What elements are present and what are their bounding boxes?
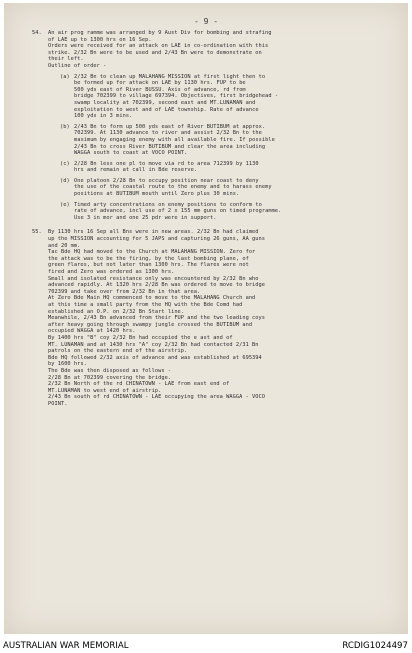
text-line: Outline of order - bbox=[48, 62, 107, 69]
text-line: Small and isolated resistance only was encountered by 2/32 Bn who bbox=[48, 275, 259, 282]
page-number: - 9 - bbox=[193, 17, 219, 26]
document-body bbox=[32, 30, 402, 407]
text-line: 2/43 Bn to form up 500 yds east of River BUTIBUM at approx. bbox=[74, 123, 266, 130]
text-line: 500 yds east of River BUSSU. Axis of advance, rd from bbox=[74, 86, 246, 93]
text-line: 100 yds in 3 mins. bbox=[74, 113, 133, 120]
text-line: their left. bbox=[48, 56, 84, 63]
order-items bbox=[48, 74, 402, 222]
text-line: By 1130 hrs 16 Sep all Bns were in new areas. 2/32 Bn had claimed bbox=[48, 229, 259, 236]
text-line: 702399. At 1130 advance to river and assist 2/32 Bn to the bbox=[74, 130, 262, 137]
paragraph-54 bbox=[32, 30, 402, 221]
text-line: up the MISSION accounting for 5 JAPS and capturing 26 guns, AA guns bbox=[48, 236, 266, 243]
paragraph-intro bbox=[48, 30, 402, 70]
text-line: by 1600 hrs. bbox=[48, 361, 87, 368]
order-item-label: (c) bbox=[60, 160, 70, 167]
text-line: the attack was to be the firing, by the last bombing plane, of bbox=[48, 255, 249, 262]
text-line: fired and Zero was ordered as 1300 hrs. bbox=[48, 269, 175, 275]
text-line: Tac Bde HQ had moved to the Church at MALAHANG MISSION. Zero for bbox=[48, 249, 256, 256]
text-line: One platoon 2/28 Bn to occupy position near coast to deny bbox=[74, 177, 259, 184]
text-line: 2/32 Bn to clean up MALAHANG MISSION at first light then to bbox=[74, 73, 266, 80]
text-line: positions at BUTIBUM mouth until Zero plus 30 mins. bbox=[74, 191, 240, 198]
text-line: established an O.P. on 2/32 Bn Start line. bbox=[48, 308, 185, 315]
text-line: hrs and remain at call in Bde reserve. bbox=[74, 167, 198, 174]
text-line: At Zero Bde Main HQ commenced to move to the MALAHANG Church and bbox=[48, 295, 256, 302]
text-line: the use of the coastal route to the enemy and to harass enemy bbox=[74, 184, 272, 191]
text-line: of LAE up to 1300 hrs on 16 Sep. bbox=[48, 36, 152, 43]
order-item-label: (e) bbox=[60, 201, 70, 208]
order-item bbox=[48, 161, 402, 174]
text-line: 702399 and take over from 2/32 Bn in that area. bbox=[48, 288, 201, 295]
text-line: be formed up for attack on LAE by 1130 hrs. FUP to be bbox=[74, 80, 246, 87]
text-line: maximum by engaging enemy with all available fire. If possible bbox=[74, 136, 275, 143]
text-line: MT.LUNAMAN to west end of airstrip. bbox=[48, 387, 162, 394]
text-line: occupied WAGGA at 1420 hrs. bbox=[48, 328, 136, 335]
text-line: An air prog ramme was arranged by 9 Aust Div for bombing and strafing bbox=[48, 30, 272, 36]
text-line: 2/43 Bn to cross River BUTIBUM and clear the area including bbox=[74, 143, 266, 150]
text-line: 2/28 Bn at 702399 covering the bridge. bbox=[48, 374, 172, 381]
text-line: Orders were received for an attack on LAE in co-ordination with this bbox=[48, 43, 269, 50]
order-item bbox=[48, 124, 402, 157]
text-line: The Bde was then disposed as follows - bbox=[48, 367, 172, 374]
text-line: advanced rapidly. At 1320 hrs 2/28 Bn was ordered to move to bridge bbox=[48, 282, 266, 289]
paragraph-number: 55. bbox=[32, 229, 42, 236]
archive-name: AUSTRALIAN WAR MEMORIAL bbox=[3, 641, 129, 651]
text-line: swamp locality at 702399, second east and MT.LUNAMAN and bbox=[74, 99, 256, 106]
order-item bbox=[48, 74, 402, 120]
text-line: and 20 mm. bbox=[48, 242, 81, 249]
text-line: at this time a small party from the HQ with the Bde Comd had bbox=[48, 301, 243, 308]
text-line: 2/28 Bn less one pl to move via rd to area 712399 by 1130 bbox=[74, 160, 259, 167]
text-line: strike. 2/32 Bn were to be used and 2/43 Bn were to demonstrate on bbox=[48, 49, 262, 56]
text-line: patrols on the eastern end of the airstrip. bbox=[48, 348, 188, 355]
order-item bbox=[48, 178, 402, 198]
text-line: Bde HQ followed 2/32 axis of advance and was established at 695394 bbox=[48, 354, 262, 361]
archive-footer bbox=[0, 637, 412, 653]
text-line: Use 3 in mor and one 25 pdr were in support. bbox=[74, 214, 217, 221]
text-line: rate of advance, incl use of 2 x 155 mm guns on timed programme. bbox=[74, 208, 282, 215]
order-item-label: (b) bbox=[60, 123, 70, 130]
document-page bbox=[4, 3, 408, 634]
text-line: bridge 702399 to village 697394. Objectives, first bridgehead - bbox=[74, 93, 279, 100]
text-line: 2/43 Bn south of rd CHINATOWN - LAE occupying the area WAGGA - VOCO bbox=[48, 394, 266, 401]
text-line: green flares, but not later than 1300 hrs. The flares were not bbox=[48, 262, 249, 269]
paragraph-number: 54. bbox=[32, 30, 42, 36]
text-line: POINT. bbox=[48, 400, 68, 407]
paragraph-55 bbox=[32, 229, 402, 407]
order-item-label: (a) bbox=[60, 73, 70, 80]
text-line: exploitation to west and of LAE township. Rate of advance bbox=[74, 106, 259, 113]
text-line: By 1400 hrs "B" coy 2/32 Bn had occupied the e ast and of bbox=[48, 334, 233, 341]
order-item bbox=[48, 202, 402, 222]
text-line: Timed arty concentrations on enemy positions to conform to bbox=[74, 201, 262, 208]
paragraph-text bbox=[48, 229, 402, 407]
text-line: WAGGA south to coast at VOCO POINT. bbox=[74, 150, 188, 157]
order-item-label: (d) bbox=[60, 177, 70, 184]
text-line: after heavy going through swampy jungle crossed the BUTIBUM and bbox=[48, 321, 253, 328]
text-line: Meanwhile, 2/43 Bn advanced from their FUP and the two leading coys bbox=[48, 315, 266, 322]
text-line: 2/32 Bn North of the rd CHINATOWN - LAE from east end of bbox=[48, 381, 230, 388]
record-id: RCDIG1024497 bbox=[342, 641, 408, 651]
text-line: MT. LUNAMAN and at 1430 hrs "A" coy 2/32 Bn had contacted 2/31 Bn bbox=[48, 341, 259, 348]
